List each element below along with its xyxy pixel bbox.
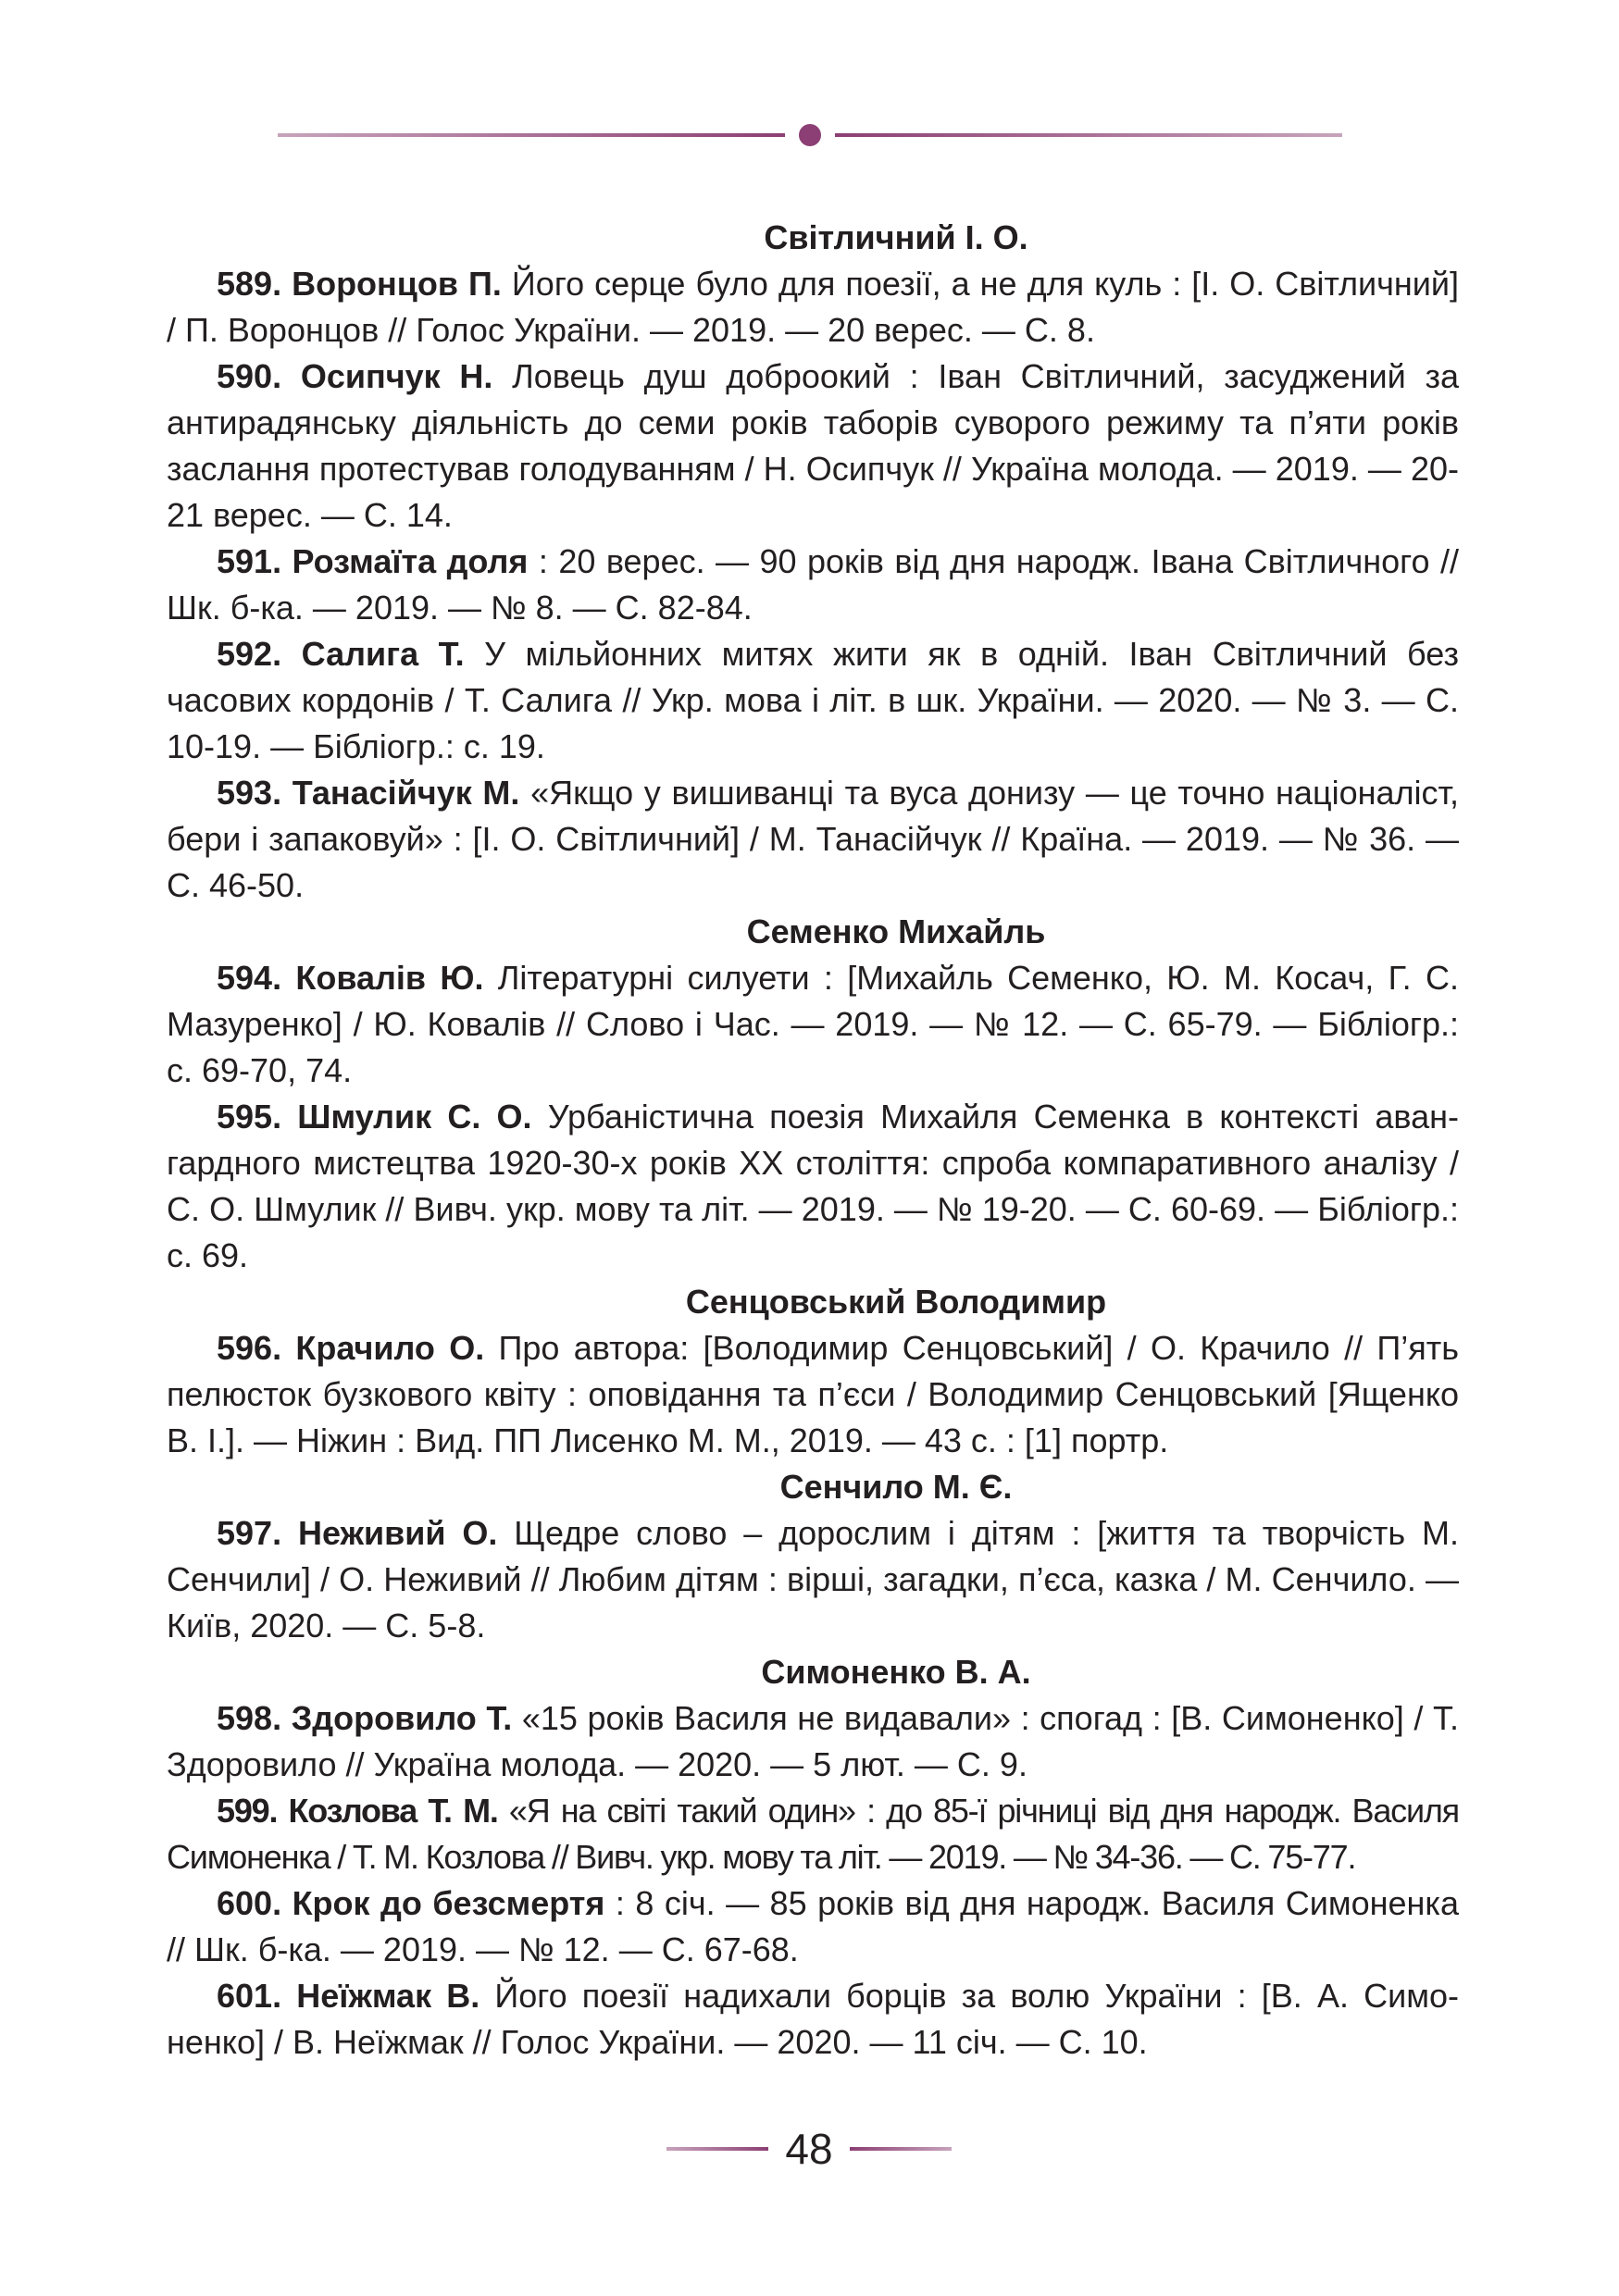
- entry-number: 593.: [217, 774, 282, 812]
- bibliography-entry: [167, 1880, 1459, 1973]
- entry-text: Урбаністична поезія Михайля Семенка в контексті авангардного мистецтва 1920-30-х років ХХ століття: спроба компаративного аналізу / С. О. Шмулик // Вивч. укр. мову та літ. — 2019. — № 19-20. — С. 60-69. — Бібліогр.: с. 69.: [167, 1098, 1459, 1274]
- top-ornament: [278, 124, 1342, 146]
- bibliography-entry: [167, 770, 1459, 909]
- entry-number: 592.: [217, 635, 282, 673]
- entry-author: Неживий О.: [297, 1514, 498, 1552]
- entry-author: Крачило О.: [295, 1329, 485, 1367]
- entry-author: Воронцов П.: [292, 265, 502, 303]
- entry-text: Його поезії надихали борців за волю України : [В. А. Симоненко] / В. Неїжмак // Голос України. — 2020. — 11 січ. — С. 10.: [167, 1977, 1459, 2061]
- bibliography-entry: [167, 539, 1459, 631]
- bibliography-content: [167, 215, 1459, 2066]
- entry-author: Здоровило Т.: [291, 1699, 513, 1737]
- entry-text: Його серце було для поезії, а не для куль : [І. О. Світличний] / П. Воронцов // Голос України. — 2019. — 20 верес. — С. 8.: [167, 265, 1459, 349]
- entry-number: 589.: [217, 265, 282, 303]
- footer-line-left: [666, 2147, 768, 2151]
- bibliography-entry: [167, 955, 1459, 1094]
- entry-author: Ковалів Ю.: [295, 959, 484, 997]
- entry-text: «Якщо у вишиванці та вуса донизу — це точно націоналіст, бери і запаковуй» : [І. О. Світличний] / М. Танасійчук // Країна. — 2019. — № 36. — С. 46-50.: [167, 774, 1460, 904]
- entry-text: Ловець душ доброокий : Іван Світличний, засуджений за антирадянську діяльність до семи років таборів суворого режиму та п’яти років заслання протестував голодуванням / Н. Осипчук // Україна молода. — 2019. — 20-21 верес. — С. 14.: [167, 357, 1459, 534]
- bibliography-entry: [167, 261, 1459, 354]
- entry-author: Танасійчук М.: [292, 774, 520, 812]
- entry-number: 591.: [217, 542, 282, 580]
- entry-text: : 8 січ. — 85 років від дня народж. Василя Симоненка // Шк. б-ка. — 2019. — № 12. — С. 67-68.: [167, 1884, 1459, 1968]
- ornament-line-left: [278, 133, 785, 137]
- bibliography-entry: [167, 354, 1459, 539]
- entry-text: «15 років Василя не видавали» : спогад : [В. Симоненко] / Т. Здоровило // Україна молода. — 2020. — 5 лют. — С. 9.: [167, 1699, 1459, 1783]
- entry-text: Про автора: [Володимир Сенцовський] / О. Крачило // П’ять пелюсток бузкового квіту : оповідання та п’єси / Володимир Сенцовський [Ященко В. І.]. — Ніжин : Вид. ПП Лисенко М. М., 2019. — 43 с. : [1] портр.: [167, 1329, 1460, 1459]
- section-heading: Світличний І. О.: [764, 218, 1028, 256]
- entry-author: Осипчук Н.: [300, 357, 493, 395]
- entry-number: 598.: [217, 1699, 282, 1737]
- entry-number: 600.: [217, 1884, 282, 1922]
- bibliography-entry: [167, 1973, 1459, 2066]
- entry-number: 599.: [217, 1792, 278, 1830]
- section-heading: Сенчило М. Є.: [779, 1468, 1013, 1506]
- entry-author: Неїжмак В.: [296, 1977, 480, 2015]
- entry-number: 590.: [217, 357, 282, 395]
- ornament-dot: [799, 124, 821, 146]
- entry-number: 596.: [217, 1329, 282, 1367]
- entry-text: : 20 верес. — 90 років від дня народж. Івана Світличного // Шк. б-ка. — 2019. — № 8. — С. 82-84.: [167, 542, 1460, 627]
- footer-line-right: [850, 2147, 952, 2151]
- entry-author: Козлова Т. М.: [288, 1792, 498, 1830]
- entry-number: 597.: [217, 1514, 282, 1552]
- bibliography-entry: [167, 1094, 1459, 1279]
- entry-number: 595.: [217, 1098, 282, 1136]
- entry-number: 594.: [217, 959, 282, 997]
- bibliography-entry: [167, 1510, 1459, 1649]
- entry-author: Шмулик С. О.: [297, 1098, 532, 1136]
- entry-author: Салига Т.: [301, 635, 465, 673]
- bibliography-entry: [167, 1325, 1459, 1464]
- entry-text: У мільйонних митях жити як в одній. Іван Світличний без часових кордонів / Т. Салига // Укр. мова і літ. в шк. України. — 2020. — № 3. — С. 10-19. — Бібліогр.: с. 19.: [167, 635, 1459, 765]
- entry-text: Літературні силуети : [Михайль Семенко, Ю. М. Косач, Г. С. Мазуренко] / Ю. Ковалів // Слово і Час. — 2019. — № 12. — С. 65-79. — Бібліогр.: с. 69-70, 74.: [167, 959, 1459, 1089]
- page-footer: [666, 2119, 952, 2175]
- entry-text: «Я на світі такий один» : до 85-ї річниці від дня народж. Василя Симоненка / Т. М. Козлова // Вивч. укр. мову та літ. — 2019. — № 34-36. — С. 75-77.: [167, 1792, 1459, 1876]
- section-heading: Сенцовський Володимир: [685, 1283, 1107, 1321]
- bibliography-entry: [167, 631, 1459, 770]
- entry-author: Крок до безсмертя: [292, 1884, 605, 1922]
- entry-text: Щедре слово – дорослим і дітям : [життя та творчість М. Сенчили] / О. Неживий // Любим дітям : вірші, загадки, п’єса, казка / М. Сенчило. — Київ, 2020. — С. 5-8.: [167, 1514, 1459, 1644]
- bibliography-entry: [167, 1788, 1459, 1880]
- section-heading: Семенко Михайль: [746, 912, 1046, 950]
- entry-author: Розмаїта доля: [292, 542, 529, 580]
- ornament-line-right: [835, 133, 1342, 137]
- section-heading: Симоненко В. А.: [761, 1653, 1031, 1691]
- bibliography-entry: [167, 1695, 1459, 1788]
- entry-number: 601.: [217, 1977, 282, 2015]
- page-number: 48: [785, 2125, 833, 2173]
